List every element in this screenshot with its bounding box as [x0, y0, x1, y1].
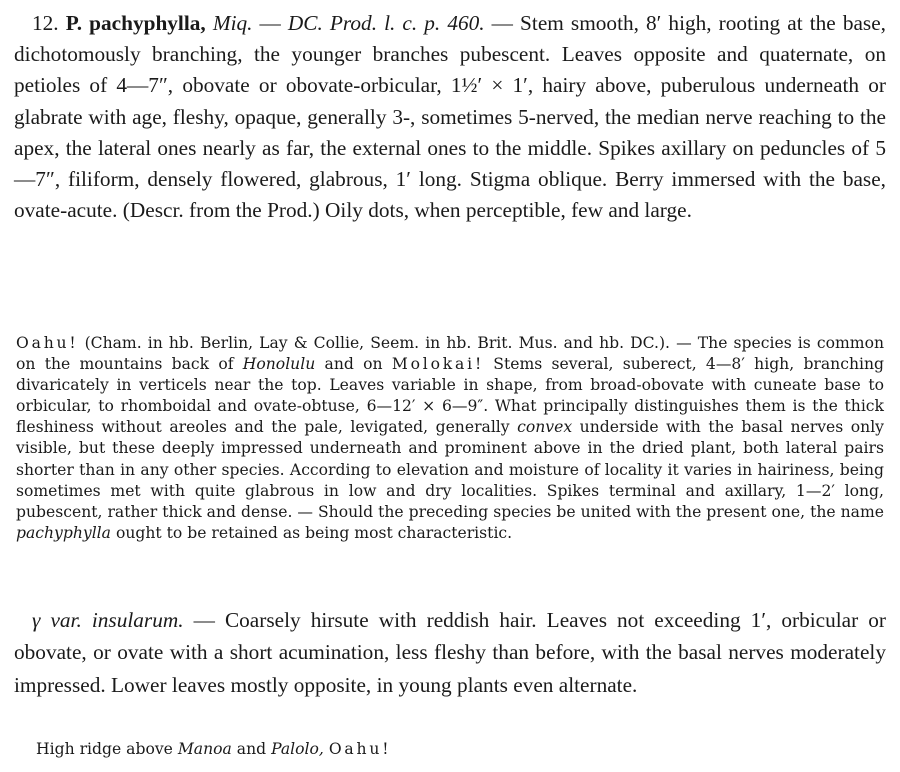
notes-paragraph — [16, 333, 884, 544]
notes-text-4: underside with the basal nerves only visible, but these deeply impressed underneath and prominent above in the dried plant, both lateral pairs shorter than in any other species. According to elevation and moisture of locality it varies in hairiness, being sometimes met with quite glabrous in low and dry localities. Spikes terminal and axillary, 1—2′ long, pubescent, rather thick and dense. — Should the preceding species be united with the present one, the name — [16, 418, 884, 521]
species-name: P. pachyphylla, — [65, 11, 206, 35]
variety-locality — [36, 738, 886, 760]
locality-prefix: High ridge above — [36, 740, 178, 758]
variety-text: — Coarsely hirsute with reddish hair. Leaves not exceeding 1′, orbicular or obovate, or ovate with a short acumination, less fleshy than before, with the basal nerves moderately impressed. Lower leaves mostly opposite, in young plants even alternate. — [14, 608, 887, 697]
locality-island: Oahu! — [328, 740, 392, 758]
description-text: — Stem smooth, 8′ high, rooting at the base, dichotomously branching, the younger branches pubescent. Leaves opposite and quaternate, on petioles of 4—7″, obovate or obovate-orbicular, 1½′ × 1′, hairy above, puberulous underneath or glabrate with age, fleshy, opaque, generally 3-, sometimes 5-nerved, the median nerve reaching to the apex, the lateral ones nearly as far, the external ones to the middle. Spikes axillary on peduncles of 5—7″, filiform, densely flowered, glabrous, 1′ long. Stigma oblique. Berry immersed with the base, ovate-acute. (Descr. from the Prod.) Oily dots, when perceptible, few and large. — [14, 11, 886, 223]
locality-oahu: Oahu! — [16, 334, 79, 352]
entry-number: 12. — [32, 11, 59, 35]
authority: Miq. — [212, 11, 253, 35]
place-honolulu: Honolulu — [242, 355, 316, 374]
notes-text-5: ought to be retained as being most characteristic. — [110, 523, 513, 542]
term-pachyphylla: pachyphylla — [16, 523, 111, 542]
species-description — [14, 8, 886, 226]
place-palolo: Palolo, — [271, 740, 324, 758]
dash: — — [252, 11, 288, 35]
variety-paragraph — [14, 604, 886, 701]
notes-text-2: and on — [315, 355, 392, 374]
variety-label: γ var. insularum. — [32, 608, 184, 632]
notes-text-1: (Cham. in hb. Berlin, Lay & Collie, Seem. in hb. Brit. Mus. and hb. DC.). — The species is common on the mountains back of — [16, 334, 884, 374]
place-manoa: Manoa — [177, 740, 232, 758]
reference: DC. Prod. l. c. p. 460. — [287, 11, 485, 35]
locality-molokai: Molokai! — [391, 355, 485, 374]
locality-and: and — [231, 740, 272, 758]
notes-text-3: Stems several, suberect, 4—8′ high, branching divaricately in verticels near the top. Leaves variable in shape, from broad-obovate with cuneate base to orbicular, to rhomboidal and ovate-obtuse, 6—12′ × 6—9″. What principally distinguishes them is the thick fleshiness without areoles and the pale, levigated, generally — [16, 355, 885, 437]
term-convex: convex — [517, 418, 573, 437]
